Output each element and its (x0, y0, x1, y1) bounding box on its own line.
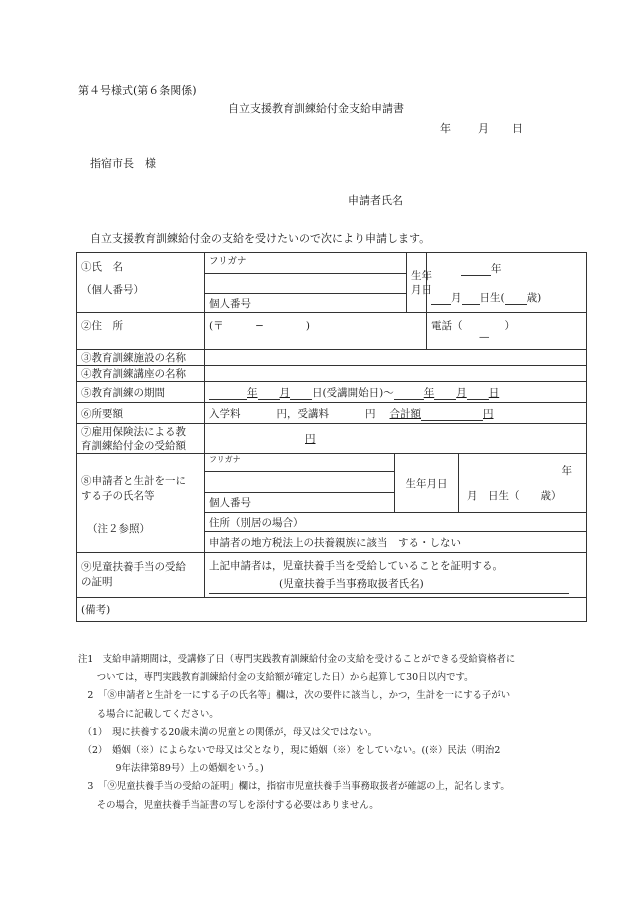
period-start-month: 月 (279, 386, 290, 399)
note-line: ついては，専門実践教育訓練給付金の支給額が確定した日）から起算して30日以内です。 (78, 672, 474, 684)
employment-insurance-label-cell (77, 424, 205, 454)
period-end-day: 日 (488, 386, 500, 399)
form-number: 第４号様式(第６条関係) (78, 84, 197, 97)
period-field[interactable] (205, 382, 587, 403)
child-label-2: する子の氏名等 (81, 490, 155, 502)
phone-dash: — (479, 331, 490, 343)
period-label: ⑤教育訓練の期間 (77, 382, 205, 403)
child-label-1: ⑧申請者と生計を一に (81, 475, 186, 487)
address-label: ②住 所 (77, 313, 205, 350)
entrance-fee-label: 入学料 (209, 407, 241, 420)
course-label: ④教育訓練講座の名称 (77, 366, 205, 382)
total-yen: 円 (483, 407, 494, 420)
total-label: 合計額 (389, 407, 421, 420)
tuition-yen: 円 (365, 407, 376, 420)
childcare-allowance-label-cell (77, 553, 205, 598)
childcare-allowance-label-1: ⑨児童扶養手当の受給 (81, 561, 186, 573)
period-end-year: 年 (423, 386, 435, 399)
period-start-year: 年 (247, 386, 258, 399)
child-personal-number-caption: 個人番号 (209, 497, 251, 509)
course-field[interactable] (205, 366, 587, 382)
remarks-label: (備考) (81, 604, 111, 616)
childcare-allowance-field[interactable] (205, 553, 587, 598)
employment-insurance-field[interactable] (205, 424, 587, 454)
addressee: 指宿市長 様 (90, 157, 156, 170)
name-furigana-field[interactable] (205, 253, 407, 274)
birthdate-label-cell (407, 253, 433, 313)
employment-insurance-label-2: 育訓練給付金の受給額 (81, 439, 186, 452)
childcare-allowance-text: 上記申請者は，児童扶養手当を受給していることを証明する。 (209, 559, 503, 572)
child-furigana-field[interactable] (205, 454, 395, 472)
childcare-officer-name: (児童扶養手当事務取扱者氏名) (209, 575, 569, 594)
note-line: （1） 現に扶養する20歳未満の児童との関係が，母又は父ではない。 (78, 726, 378, 738)
date-day: 日 (512, 122, 523, 135)
child-dependent-field[interactable] (205, 532, 587, 553)
birthdate-field[interactable] (427, 253, 587, 313)
childcare-allowance-label-2: の証明 (81, 576, 113, 588)
child-note-ref: （注２参照） (87, 523, 150, 535)
child-birthdate-field[interactable] (459, 454, 587, 513)
employment-insurance-label-1: ⑦雇用保険法による教 (81, 425, 186, 438)
remarks-field[interactable] (77, 598, 587, 622)
child-address-label: 住所（別居の場合） (209, 516, 304, 529)
note-line: その場合，児童扶養手当証書の写しを添付する必要はありません。 (78, 799, 379, 811)
applicant-name-label: 申請者氏名 (348, 194, 403, 207)
phone-label: 電話（ ） (431, 320, 516, 332)
employment-insurance-yen: 円 (305, 433, 316, 445)
personal-number-caption: 個人番号 (209, 297, 251, 310)
intro-text: 自立支援教育訓練給付金の支給を受けたいので次により申請します。 (90, 232, 431, 245)
note-line: 3 「⑨児童扶養手当の受給の証明」欄は，指宿市児童扶養手当事務取扱者が確認の上，記名します。 (78, 781, 510, 793)
name-label-cell (77, 253, 205, 313)
period-end-month: 月 (456, 386, 467, 399)
required-amount-label: ⑥所要額 (77, 403, 205, 424)
child-label-cell (77, 454, 205, 553)
notes-section (78, 651, 593, 815)
application-form-table (76, 252, 587, 622)
child-personal-number-field[interactable] (205, 493, 395, 513)
note-line: る場合に記載してください。 (78, 708, 219, 720)
birth-month-unit: 月 (451, 291, 462, 304)
note-line: （2） 婚姻（※）によらないで母又は父となり，現に婚姻（※）をしていない。((※）民法（明治2 (78, 745, 501, 757)
child-birth-month-day: 月 日生（ 歳） (467, 490, 562, 502)
child-birth-label: 生年月日 (395, 454, 459, 513)
birth-year-unit: 年 (491, 262, 502, 275)
period-start-day: 日(受講開始日)～ (312, 386, 394, 399)
note-line: 2 「⑧申請者と生計を一にする子の氏名等」欄は，次の要件に該当し，かつ，生計を一にする子がい (78, 690, 511, 702)
birth-day-unit: 日生( (479, 291, 505, 304)
postal-code-field: (〒 − ) (209, 320, 310, 332)
required-amount-field[interactable] (205, 403, 587, 424)
furigana-label: フリガナ (209, 256, 247, 267)
note-line: 9年法律第89号）上の婚姻をいう。) (78, 763, 264, 775)
birth-label-2: 月日 (411, 283, 433, 296)
child-dependent-text: 申請者の地方税法上の扶養親族に該当 する・しない (209, 536, 461, 549)
institution-field[interactable] (205, 350, 587, 366)
age-unit: 歳) (526, 291, 542, 304)
personal-number-label: （個人番号） (81, 284, 144, 296)
child-furigana-label: フリガナ (209, 455, 241, 464)
tuition-label: 円，受講料 (276, 407, 329, 420)
child-birth-year: 年 (561, 465, 573, 477)
date-year: 年 (440, 122, 451, 135)
personal-number-field[interactable] (205, 294, 407, 313)
name-field[interactable] (205, 274, 407, 294)
address-field[interactable] (205, 313, 427, 350)
note-line: 注1 支給申請期間は，受講修了日（専門実践教育訓練給付金の支給を受けることができる受給資格者に (78, 654, 516, 665)
birth-label-1: 生年 (411, 269, 433, 282)
child-name-field[interactable] (205, 472, 395, 493)
child-address-field[interactable] (205, 513, 587, 532)
page-title: 自立支援教育訓練給付金支給申請書 (228, 102, 404, 115)
phone-field[interactable] (427, 313, 587, 350)
name-label: ①氏 名 (81, 261, 123, 273)
date-month: 月 (478, 122, 489, 135)
institution-label: ③教育訓練施設の名称 (77, 350, 205, 366)
